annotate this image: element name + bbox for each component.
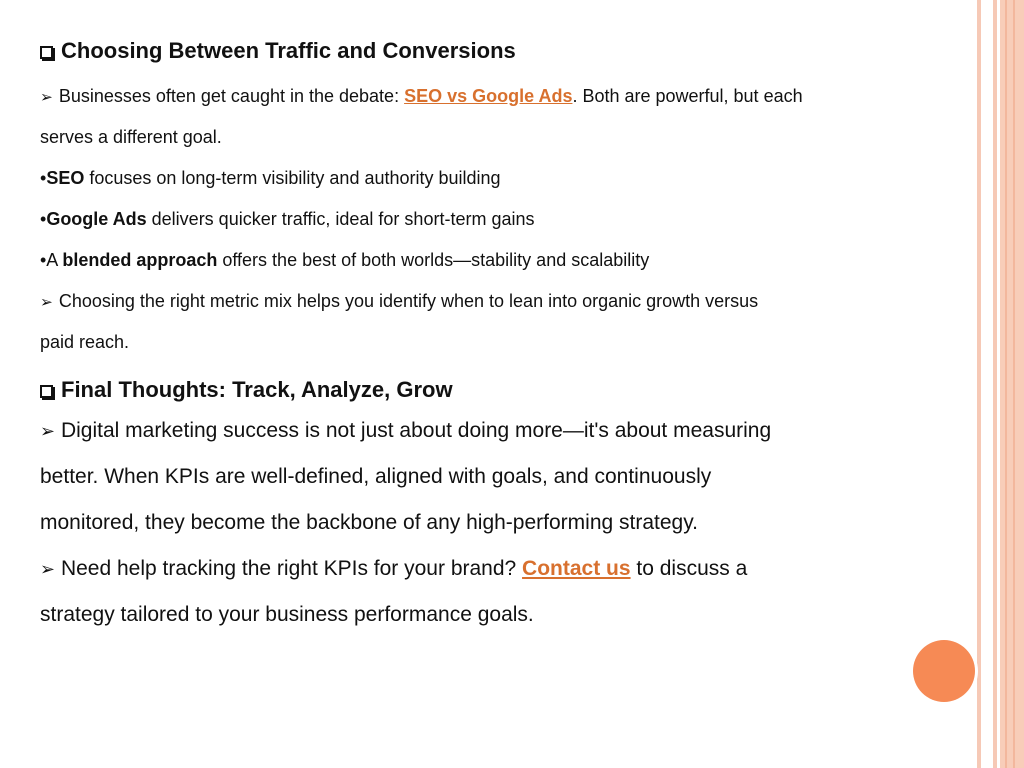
intro-line: ➢ Businesses often get caught in the debate: SEO vs Google Ads. Both are powerful, but each: [40, 86, 803, 106]
para2-line2: strategy tailored to your business performance goals.: [40, 603, 534, 626]
para1-line2: better. When KPIs are well-defined, aligned with goals, and continuously: [40, 465, 712, 488]
decorative-side-stripes: [977, 0, 1024, 768]
stripe: [1005, 0, 1007, 768]
stripe: [1000, 0, 1024, 768]
para2-line1: ➢ Need help tracking the right KPIs for your brand? Contact us to discuss a: [40, 557, 748, 580]
checkbox-bullet-icon: [40, 46, 53, 59]
section-heading-traffic-conversions: Choosing Between Traffic and Conversions: [40, 38, 516, 64]
seo-vs-google-ads-link[interactable]: SEO vs Google Ads: [404, 86, 573, 106]
stripe: [981, 0, 993, 768]
para1-line1: ➢ Digital marketing success is not just about doing more—it's about measuring: [40, 419, 772, 442]
closing-line: ➢ Choosing the right metric mix helps you identify when to lean into organic growth versus: [40, 291, 759, 311]
bullet-seo: •SEO focuses on long-term visibility and authority building: [40, 168, 501, 188]
stripe: [1013, 0, 1015, 768]
closing-line-cont: paid reach.: [40, 332, 130, 352]
arrow-bullet-icon: ➢: [40, 294, 53, 311]
arrow-bullet-icon: ➢: [40, 89, 53, 106]
bullet-blended-approach: •A blended approach offers the best of both worlds—stability and scalability: [40, 250, 650, 270]
contact-us-link[interactable]: Contact us: [522, 557, 631, 580]
intro-line-cont: serves a different goal.: [40, 127, 222, 147]
decorative-circle-icon: [913, 640, 975, 702]
section-heading-final-thoughts: Final Thoughts: Track, Analyze, Grow: [40, 377, 453, 403]
arrow-bullet-icon: ➢: [40, 559, 55, 579]
para1-line3: monitored, they become the backbone of any high-performing strategy.: [40, 511, 698, 534]
checkbox-bullet-icon: [40, 385, 53, 398]
arrow-bullet-icon: ➢: [40, 421, 55, 441]
bullet-google-ads: •Google Ads delivers quicker traffic, ideal for short-term gains: [40, 209, 535, 229]
